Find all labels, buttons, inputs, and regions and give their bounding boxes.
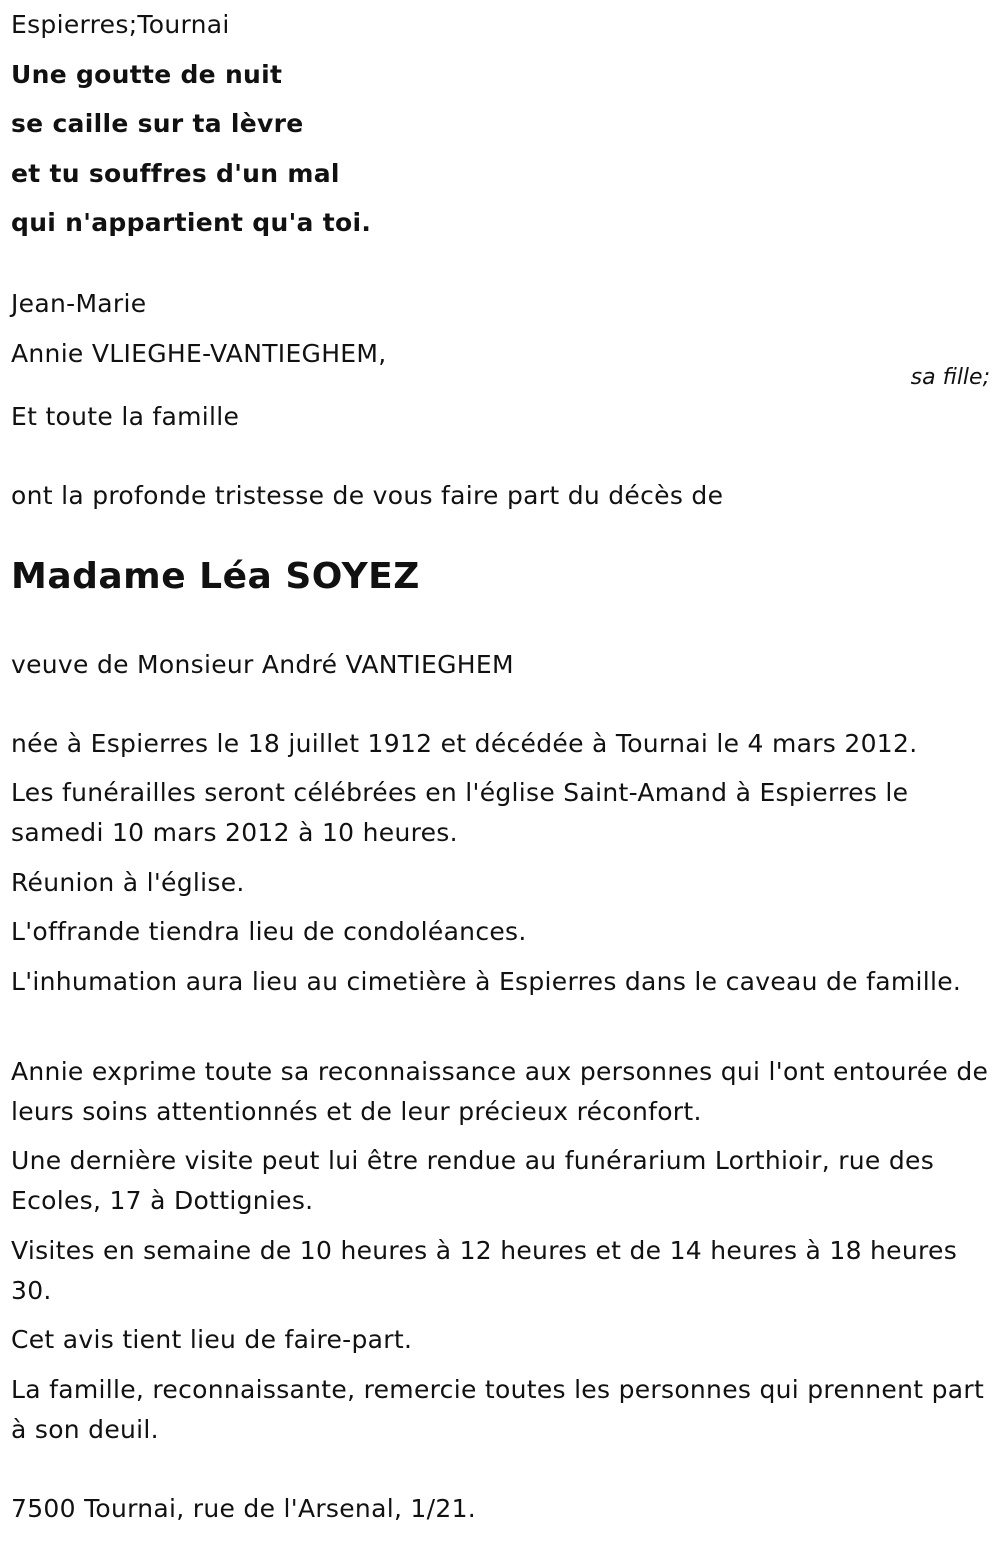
address: 7500 Tournai, rue de l'Arsenal, 1/21.: [11, 1494, 477, 1523]
poem-line-2: se caille sur ta lèvre: [11, 109, 304, 138]
poem-line-1: Une goutte de nuit: [11, 60, 283, 89]
family-rest: Et toute la famille: [11, 402, 240, 431]
family-name-1: Jean-Marie: [11, 289, 147, 318]
family-name-2: Annie VLIEGHE-VANTIEGHEM,: [11, 339, 387, 368]
deceased-name: Madame Léa SOYEZ: [11, 556, 420, 597]
meeting-info: Réunion à l'église.: [11, 868, 245, 897]
notice-info: Cet avis tient lieu de faire-part.: [11, 1325, 413, 1354]
last-visit-info: Une dernière visite peut lui être rendue au funérarium Lorthioir, rue des Ecoles, 17 à Dottignies.: [11, 1146, 935, 1215]
visit-hours-info: Visites en semaine de 10 heures à 12 heures et de 14 heures à 18 heures 30.: [11, 1236, 958, 1305]
burial-info: L'inhumation aura lieu au cimetière à Espierres dans le caveau de famille.: [11, 967, 962, 996]
annie-thanks: Annie exprime toute sa reconnaissance aux personnes qui l'ont entourée de leurs soins attentionnés et de leur précieux réconfort.: [11, 1057, 989, 1126]
family-relation: sa fille;: [910, 365, 990, 390]
birth-death-info: née à Espierres le 18 juillet 1912 et décédée à Tournai le 4 mars 2012.: [11, 729, 918, 758]
family-thanks: La famille, reconnaissante, remercie toutes les personnes qui prennent part à son deuil.: [11, 1375, 985, 1444]
funeral-info: Les funérailles seront célébrées en l'église Saint-Amand à Espierres le samedi 10 mars 2012 à 10 heures.: [11, 778, 909, 847]
widow-of: veuve de Monsieur André VANTIEGHEM: [11, 650, 514, 679]
poem-line-3: et tu souffres d'un mal: [11, 159, 340, 188]
location-header: Espierres;Tournai: [11, 10, 230, 39]
poem-line-4: qui n'appartient qu'a toi.: [11, 208, 372, 237]
announcement-intro: ont la profonde tristesse de vous faire part du décès de: [11, 481, 724, 510]
offering-info: L'offrande tiendra lieu de condoléances.: [11, 917, 527, 946]
